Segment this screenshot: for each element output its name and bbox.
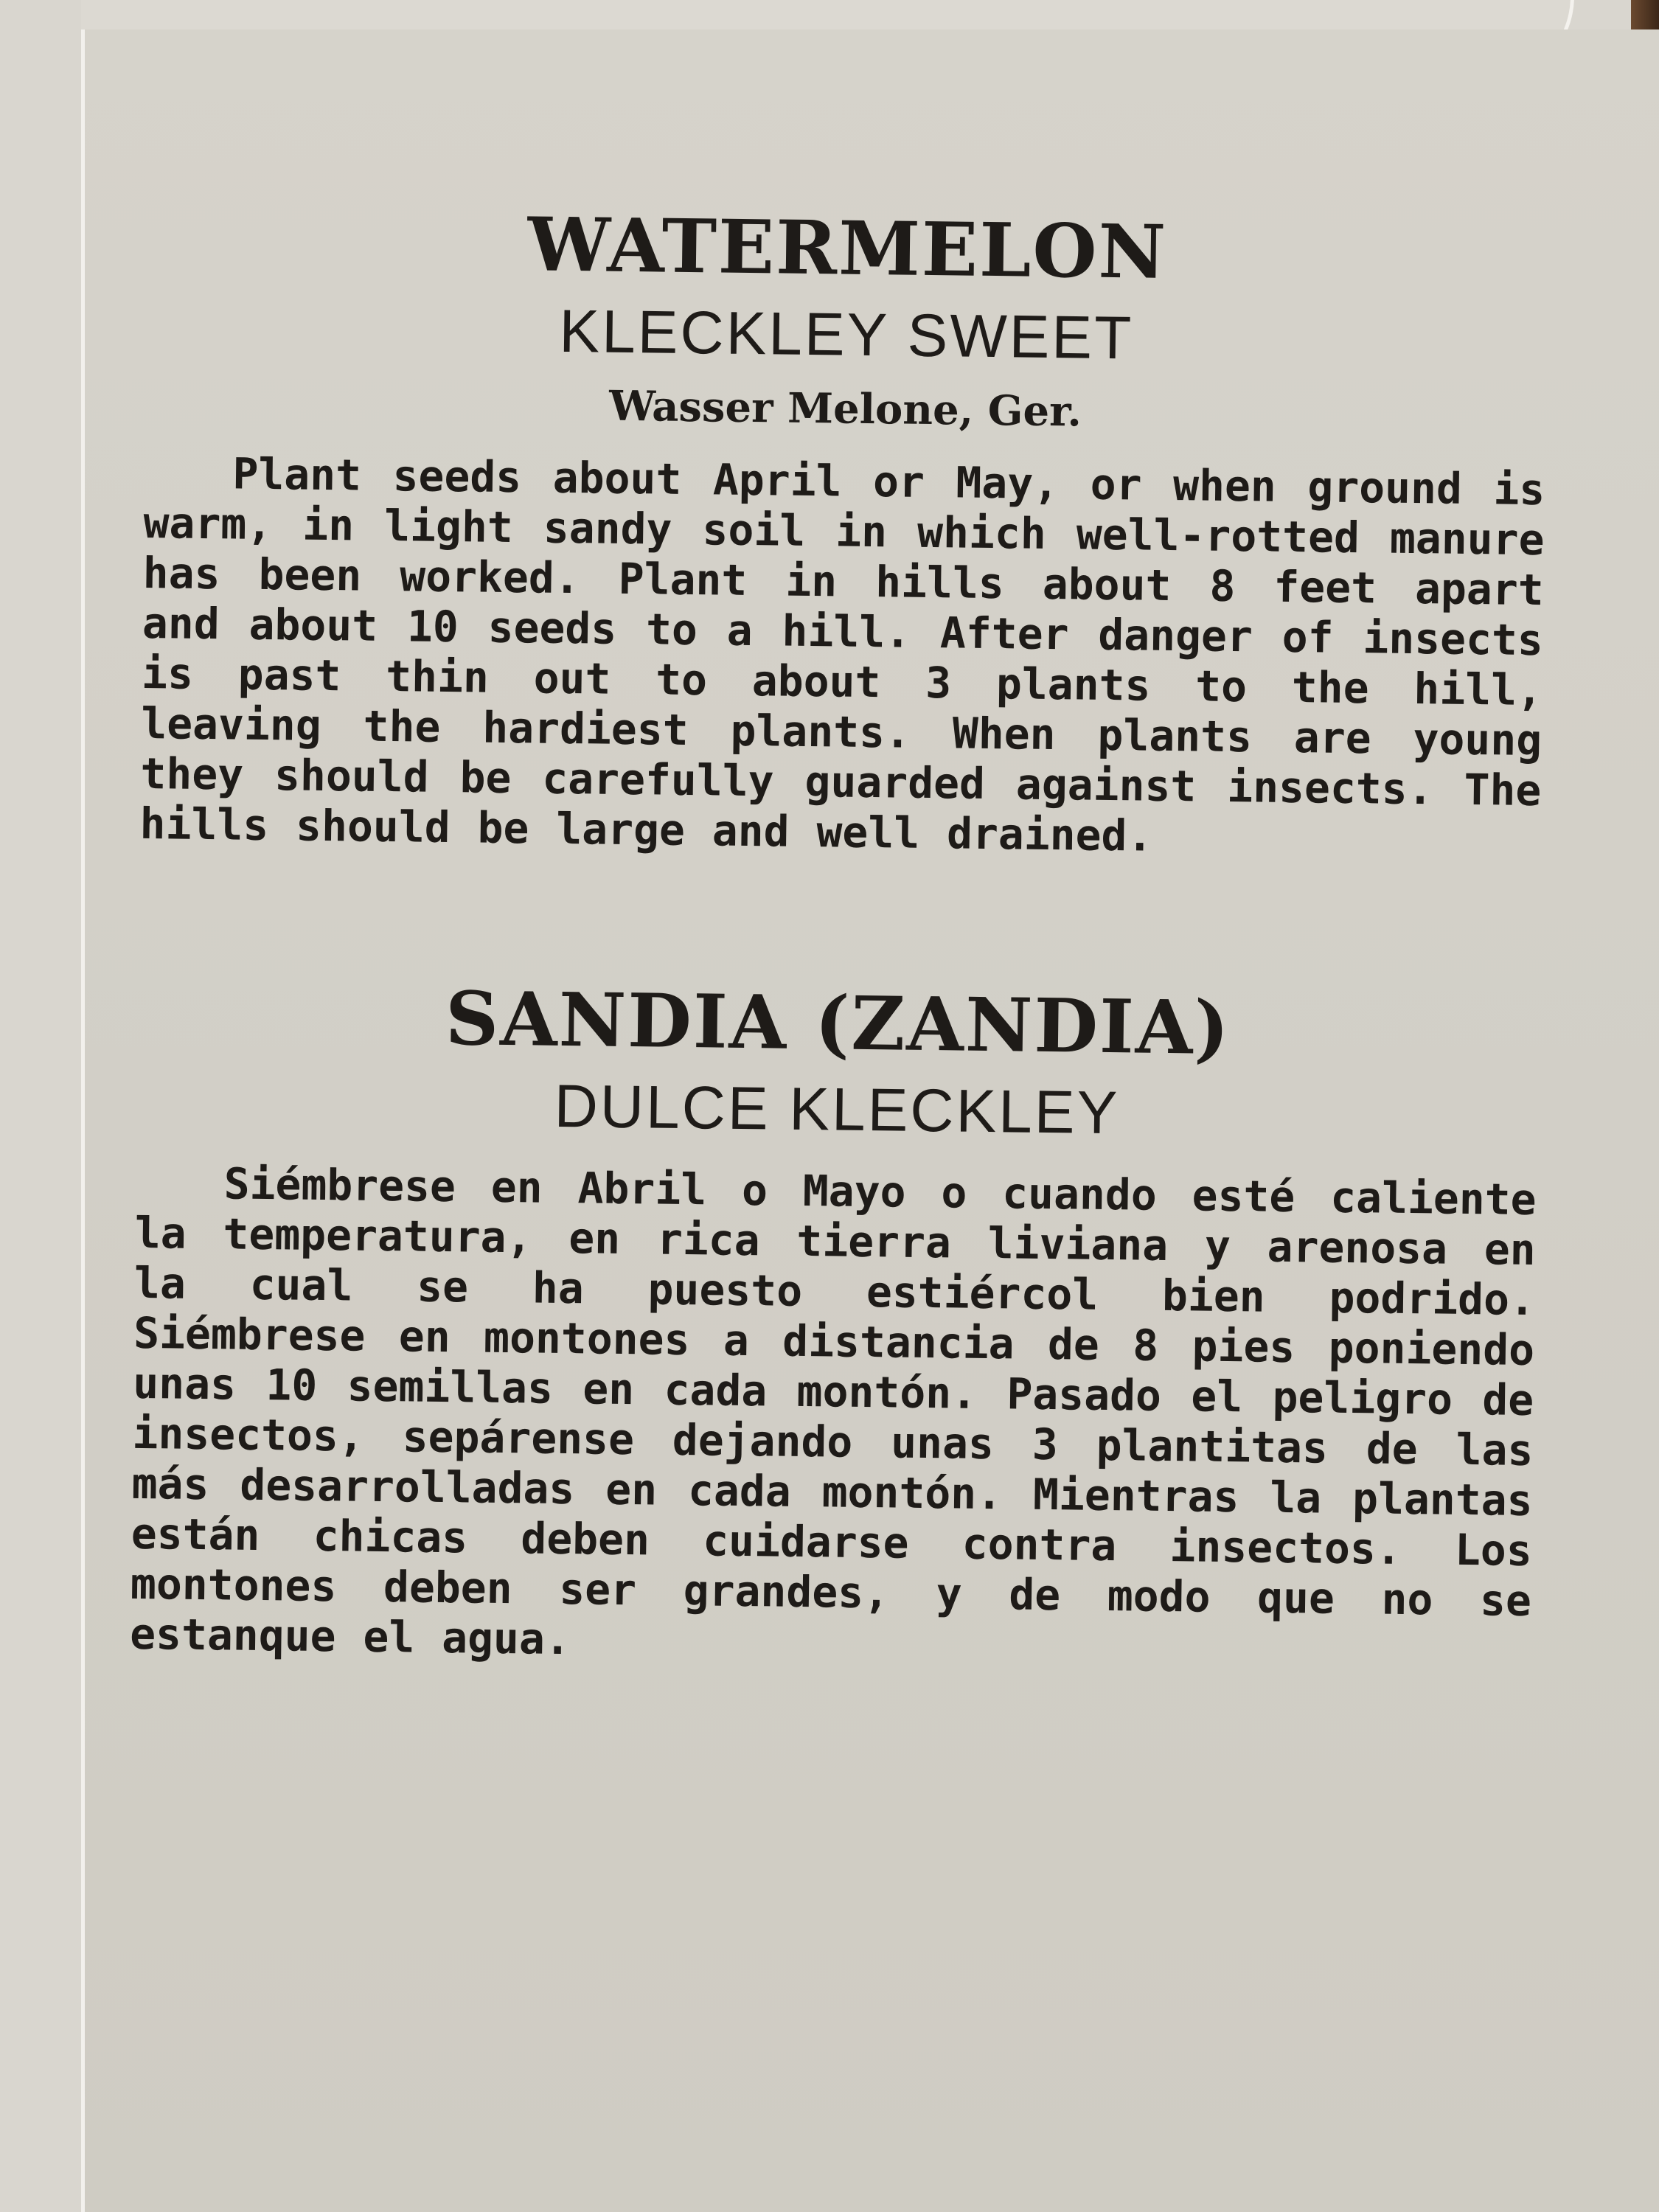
- spanish-variety: DULCE KLECKLEY: [554, 1073, 1120, 1147]
- spanish-title: SANDIA (ZANDIA): [445, 975, 1231, 1072]
- spanish-section: [130, 974, 1539, 1675]
- english-title: WATERMELON: [526, 201, 1168, 296]
- english-variety: KLECKLEY SWEET: [558, 297, 1134, 372]
- english-instructions: Plant seeds about April or May, or when ground is warm, in light sandy soil in which well-rotted manure has been worked. Plant in hills about 8 feet apart and about 10 seeds to a hill. After danger of insects is past thin out to about 3 plants to the hill, leaving the hardiest plants. When plants are young they should be carefully guarded against insects. The hills should be large and well drained.: [139, 448, 1545, 862]
- german-name: Wasser Melone, Ger.: [608, 381, 1082, 437]
- spanish-instructions: Siémbrese en Abril o Mayo o cuando esté caliente la temperatura, en rica tierra liviana y arenosa en la cual se ha puesto estiércol bien podrido. Siémbrese en montones a distancia de 8 pies poniendo unas 10 semillas en cada montón. Pasado el peligro de insectos, sepárense dejando unas 3 plantitas de las más desarrolladas en cada montón. Mientras la plantas están chicas deben cuidarse contra insectos. Los montones deben ser grandes, y de modo que no se estanque el agua.: [129, 1158, 1537, 1664]
- english-section: [139, 199, 1548, 866]
- packet-text: [130, 199, 1548, 1676]
